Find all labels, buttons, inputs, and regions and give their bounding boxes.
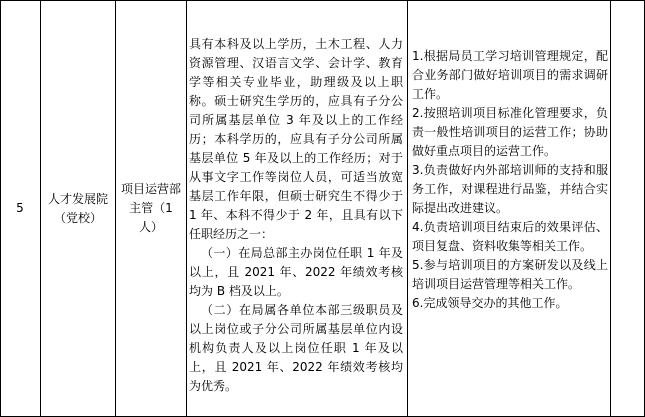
requirement-main: 具有本科及以上学历，土木工程、人力资源管理、汉语言文学、会计学、教育学等相关专业毕业，助理级及以上职称。硕士研究生学历的，应具有子分公司所属基层单位 3 年及以上的工作经历；本科学历的，应具有子分公司所属基层单位 5 年及以上的工作经历；对于从事文字工作等岗位人员，可适当放宽基层工作年限，但硕士研究生不得少于 1 年、本科不得少于 2 年，且具有以下任职经历之一：	[189, 37, 403, 241]
duty-item-2: 2.按照培训项目标准化管理要求，负责一般性培训项目的运营工作；协助做好重点项目的运营工作。	[412, 106, 608, 158]
requirement-option-2: （二）在局属各单位本部三级职员及以上岗位或子分公司所属基层单位内设机构负责人及以上岗位任职 1 年及以上，且 2021 年、2022 年绩效考核均为优秀。	[189, 303, 403, 393]
duties-cell	[412, 47, 608, 313]
department-cell	[48, 0, 108, 417]
col-border-2	[115, 0, 116, 417]
duty-item-5: 5.参与培训项目的方案研发以及线上培训项目运营管理等相关工作。	[412, 258, 608, 291]
requirements-cell	[189, 35, 403, 396]
requirement-option-1: （一）在局总部主办岗位任职 1 年及以上，且 2021 年、2022 年绩效考核均为 B 档及以上。	[189, 246, 403, 298]
col-border-3	[186, 0, 187, 417]
col-border-1	[40, 0, 41, 417]
col-border-4	[407, 0, 408, 417]
row-index: 5	[16, 201, 24, 215]
duty-item-3: 3.负责做好内外部培训师的支持和服务工作，对课程进行品鉴，并结合实际提出改进建议。	[412, 163, 608, 215]
position-cell	[121, 0, 181, 417]
duty-item-1: 1.根据局员工学习培训管理规定，配合业务部门做好培训项目的需求调研工作。	[412, 49, 608, 101]
duty-item-6: 6.完成领导交办的其他工作。	[412, 296, 568, 310]
position-name: 项目运营部主管（1人）	[121, 182, 182, 234]
department-name: 人才发展院（党校）	[48, 191, 109, 225]
duty-item-4: 4.负责培训项目结束后的效果评估、项目复盘、资料收集等相关工作。	[412, 220, 608, 253]
index-cell	[0, 0, 40, 417]
remarks-cell	[611, 1, 644, 416]
